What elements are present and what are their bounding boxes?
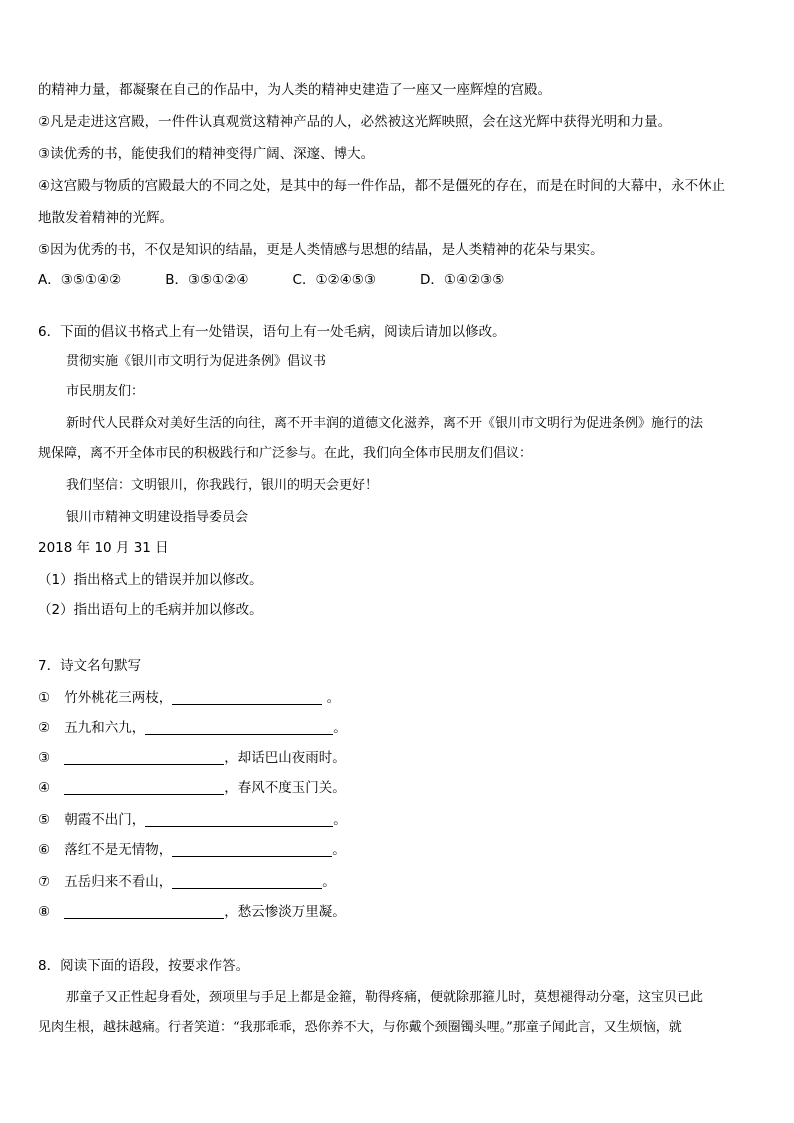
item-text-before: 竹外桃花三两枝， [64,690,173,706]
q7-item-1 [38,688,340,708]
q8-stem: 8．阅读下面的语段，按要求作答。 [38,958,250,974]
item-number: ⑤ [38,812,51,828]
q6-signature: 银川市精神文明建设指导委员会 [66,510,249,525]
item-text-after: 。 [332,842,346,858]
answer-blank[interactable] [145,720,333,735]
item-number: ① [38,690,51,706]
item-text-before: 五岳归来不看山， [64,874,173,890]
q6-closing: 我们坚信：文明银川，你我践行，银川的明天会更好！ [66,478,379,493]
q7-item-5 [38,810,347,830]
item-number: ⑦ [38,874,51,890]
q8-paragraph-line-2: 见肉生根，越抹越痛。行者笑道：“我那乖乖，恐你养不大，与你戴个颈圈镯头哩。”那童子闻此言，又生烦恼，就 [38,1020,682,1035]
answer-blank[interactable] [64,904,224,919]
item-text-after: 。 [322,874,336,890]
item-text-after: 。 [326,690,341,706]
passage-sentence-4b: 地散发着精神的光辉。 [38,210,173,226]
item-number: ⑧ [38,904,51,920]
passage-sentence-4a: ④这宫殿与物质的宫殿最大的不同之处，是其中的每一件作品，都不是僵死的存在，而是在时间的大幕中，永不休止 [38,178,726,194]
item-number: ④ [38,780,51,796]
item-text-after: ，愁云惨淡万里凝。 [224,904,346,920]
item-text-before: 五九和六九， [64,720,146,736]
item-number: ⑥ [38,842,51,858]
item-number: ③ [38,750,51,766]
passage-sentence-2: ②凡是走进这宫殿，一件件认真观赏这精神产品的人，必然被这光辉映照，会在这光辉中获得光明和力量。 [38,114,672,130]
q6-greeting: 市民朋友们： [66,384,145,399]
answer-blank[interactable] [172,690,322,705]
q7-item-3 [38,748,346,768]
item-text-after: ，却话巴山夜雨时。 [224,750,346,766]
passage-sentence-3: ③读优秀的书，能使我们的精神变得广阔、深邃、博大。 [38,146,375,162]
option-c[interactable]: C．①②④⑤③ [292,272,376,288]
q7-stem: 7．诗文名句默写 [38,658,142,674]
q7-item-8 [38,902,346,922]
q6-letter-title: 贯彻实施《银川市文明行为促进条例》倡议书 [66,354,327,369]
q6-body-line-1: 新时代人民群众对美好生活的向往，离不开丰润的道德文化滋养，离不开《银川市文明行为促进条例》施行的法 [66,416,704,431]
passage-line-1: 的精神力量，都凝聚在自己的作品中，为人类的精神史建造了一座又一座辉煌的宫殿。 [38,82,551,98]
q6-date: 2018 年 10 月 31 日 [38,540,169,556]
answer-blank[interactable] [145,812,333,827]
q7-item-2 [38,718,347,738]
q7-item-4 [38,778,346,798]
option-a[interactable]: A．③⑤①④② [38,272,122,288]
item-text-before: 朝霞不出门， [64,812,146,828]
answer-options [38,270,548,290]
q6-sub-question-2: （2）指出语句上的毛病并加以修改。 [38,602,263,618]
q7-item-7 [38,872,336,892]
item-text-before: 落红不是无情物， [64,842,173,858]
option-b[interactable]: B．③⑤①②④ [165,272,249,288]
item-text-after: 。 [333,720,347,736]
item-text-after: 。 [333,812,347,828]
q6-stem: 6．下面的倡议书格式上有一处错误，语句上有一处毛病，阅读后请加以修改。 [38,324,506,340]
answer-blank[interactable] [64,780,224,795]
answer-blank[interactable] [64,750,224,765]
q6-body-line-2: 规保障，离不开全体市民的积极践行和广泛参与。在此，我们向全体市民朋友们倡议： [38,446,533,461]
answer-blank[interactable] [172,842,332,857]
q8-paragraph-line-1: 那童子又正性起身看处，颈项里与手足上都是金箍，勒得疼痛，便就除那箍儿时，莫想褪得动分毫，这宝贝已此 [66,990,704,1005]
item-number: ② [38,720,51,736]
q6-sub-question-1: （1）指出格式上的错误并加以修改。 [38,572,263,588]
answer-blank[interactable] [172,874,322,889]
item-text-after: ，春风不度玉门关。 [224,780,346,796]
passage-sentence-5: ⑤因为优秀的书，不仅是知识的结晶，更是人类情感与思想的结晶，是人类精神的花朵与果实。 [38,242,604,258]
q7-item-6 [38,840,346,860]
option-d[interactable]: D．①④②③⑤ [419,272,505,288]
